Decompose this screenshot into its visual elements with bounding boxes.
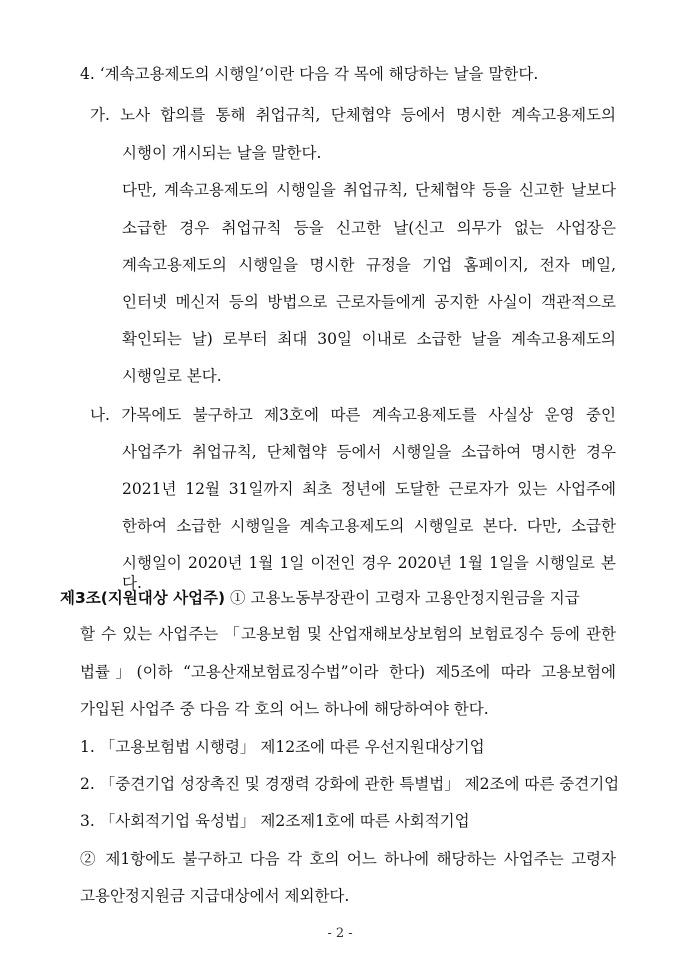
article-3-para1-line: 가입된 사업주 중 다음 각 호의 어느 하나에 해당하여야 한다.	[80, 700, 489, 718]
ga-proviso-line: 계속고용제도의 시행일을 명시한 규정을 기업 홈페이지, 전자 메일,	[122, 256, 616, 274]
item-na-line: 한하여 소급한 시행일을 계속고용제도의 시행일로 본다. 다만, 소급한	[122, 517, 616, 535]
article-3-para1-line: 할 수 있는 사업주는 「고용보험 및 산업재해보상보험의 보험료징수 등에 관한	[80, 625, 616, 643]
item-na-line: 사업주가 취업규칙, 단체협약 등에서 시행일을 소급하여 명시한 경우	[122, 443, 616, 461]
page-number: - 2 -	[327, 926, 353, 941]
article-3-item: 1. 「고용보험법 시행령」 제12조에 따른 우선지원대상기업	[80, 738, 485, 756]
item-na-line: 2021년 12월 31일까지 최초 정년에 도달한 근로자가 있는 사업주에	[122, 480, 616, 498]
article-3-item: 2. 「중견기업 성장촉진 및 경쟁력 강화에 관한 특별법」 제2조에 따른 중견기업	[80, 775, 620, 793]
article-3-item: 3. 「사회적기업 육성법」 제2조제1호에 따른 사회적기업	[80, 812, 470, 830]
item-na-line: 나. 가목에도 불구하고 제3호에 따른 계속고용제도를 사실상 운영 중인	[90, 406, 616, 424]
item-ga-line-1: 가. 노사 합의를 통해 취업규칙, 단체협약 등에서 명시한 계속고용제도의	[90, 106, 616, 124]
ga-proviso-line: 확인되는 날) 로부터 최대 30일 이내로 소급한 날을 계속고용제도의	[122, 330, 616, 348]
article-3-para2-line: 고용안정지원금 지급대상에서 제외한다.	[80, 887, 350, 905]
article-3-paragraph-1-first-line	[60, 588, 580, 608]
ga-proviso-line: 시행일로 본다.	[122, 367, 222, 385]
ga-proviso-line: 인터넷 메신저 등의 방법으로 근로자들에게 공지한 사실이 객관적으로	[122, 293, 616, 311]
article-3-para1-line: 법률」(이하 “고용산재보험료징수법”이라 한다) 제5조에 따라 고용보험에	[80, 663, 616, 681]
item-na-line: 시행일이 2020년 1월 1일 이전인 경우 2020년 1월 1일을 시행일로 본다.	[122, 554, 616, 592]
item-4-definition: 4. ‘계속고용제도의 시행일’이란 다음 각 목에 해당하는 날을 말한다.	[80, 65, 539, 83]
article-3-para1-first: ① 고용노동부장관이 고령자 고용안정지원금을 지급	[230, 589, 580, 607]
article-3-para2-line: ② 제1항에도 불구하고 다음 각 호의 어느 하나에 해당하는 사업주는 고령자	[80, 850, 616, 868]
ga-proviso-line: 소급한 경우 취업규칙 등을 신고한 날(신고 의무가 없는 사업장은	[122, 219, 616, 237]
article-3-heading: 제3조(지원대상 사업주)	[60, 589, 226, 607]
ga-proviso-line: 다만, 계속고용제도의 시행일을 취업규칙, 단체협약 등을 신고한 날보다	[122, 181, 616, 199]
item-ga-line-2: 시행이 개시되는 날을 말한다.	[122, 144, 322, 162]
